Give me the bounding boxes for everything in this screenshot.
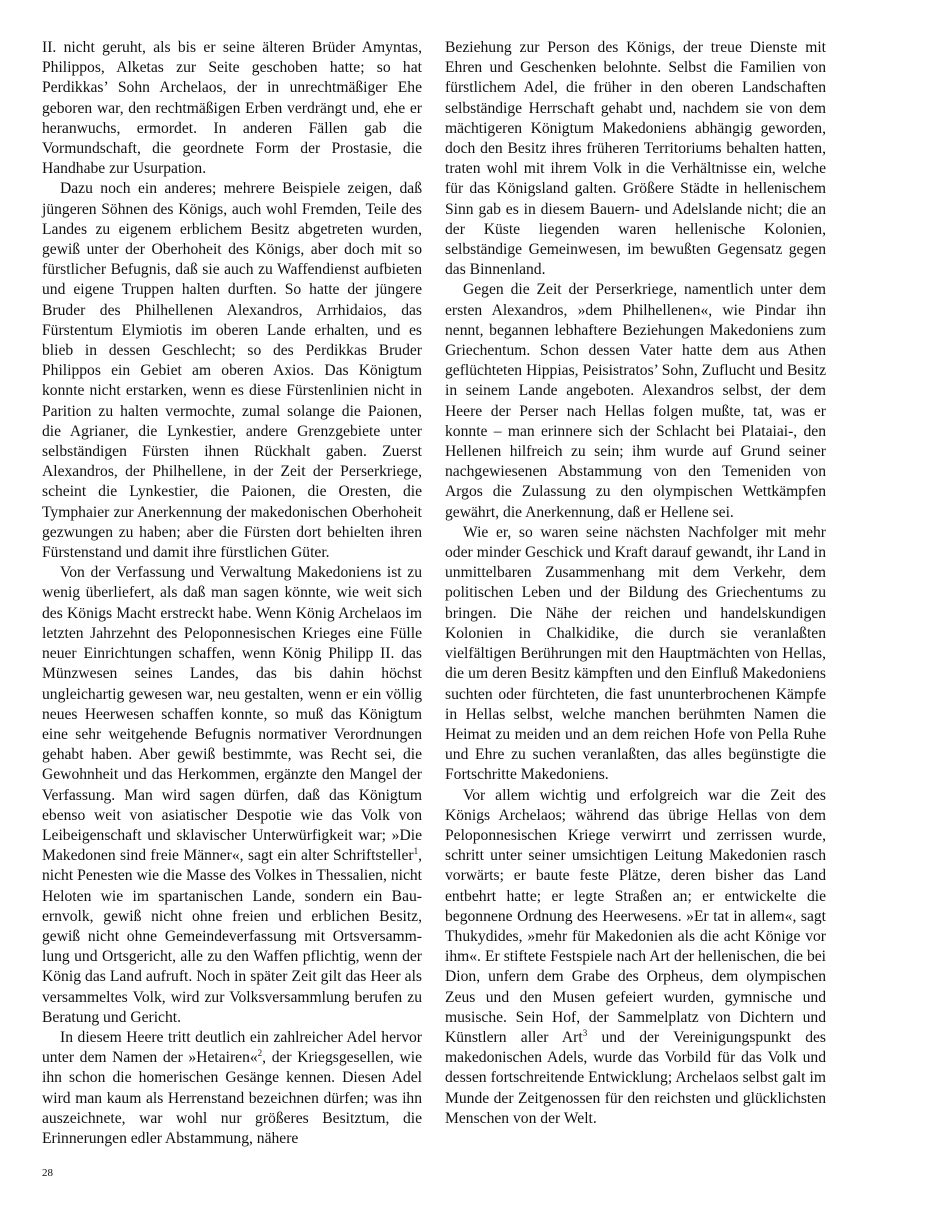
paragraph: Dazu noch ein anderes; mehrere Beispiele zeigen, daß jüngeren Söhnen des Königs, auch wohl Fremden, Teile des Landes zu eigenem erblichem Besitz abgetreten wurden, gewiß unter der Oberhoheit des Königs, aber doch mit so fürstlicher Befugnis, daß sie auch zu Waffendienst aufbieten und eigene Truppen halten durften. So hatte der jüngere Bruder des Philhellenen Alexandros, Arrhidaios, das Fürstentum Elymiotis im oberen Lande erhalten, und es blieb in dessen Geschlecht; so des Perdikkas Bruder Philippos ein Gebiet am oberen Axios. Das Königtum konnte nicht erstarken, wenn es diese Fürstenlinien nicht in Parition zu halten vermochte, zumal solange die Paionen, die Agrianer, die Lynkestier, andere Grenzgebiete unter selbständigen Fürsten ihnen Rückhalt gaben. Zuerst Alexandros, der Philhellene, in der Zeit der Perserkriege, scheint die Lynkestier, die Paionen, die Oresten, die Tymphaier zur Anerkennung der makedonischen Oberhoheit gezwungen zu haben; aber die Fürsten dort behielten ihren Fürstenstand und damit ihre fürstlichen Güter. bbox=[42, 180, 422, 562]
paragraph bbox=[42, 563, 422, 1028]
footnote-marker: 2 bbox=[257, 1048, 263, 1059]
footnote-marker: 1 bbox=[413, 846, 419, 857]
page-number: 28 bbox=[42, 1167, 53, 1179]
paragraph-text: , der Kriegsgesellen, wie ihn schon die homerischen Gesänge kennen. Diesen Adel wird man kaum als Herrenstand bezeichnen dürfen; was ihn auszeichnete, war wohl nur größeres Besitztum, die Erinnerungen edler Abstammung, nähere bbox=[42, 1049, 422, 1147]
text-column-left bbox=[42, 38, 422, 1149]
paragraph: Wie er, so waren seine nächsten Nachfolger mit mehr oder minder Geschick und Kraft darauf gewandt, ihr Land in unmittelbaren Zusammenhang mit dem Verkehr, dem politischen Leben und der Bildung des Griechentums zu bringen. Die Nähe der reichen und handelskundigen Kolonien in Chalkidike, die durch sie veranlaßten vielfältigen Berührungen mit den Hauptmächten von Hellas, die um deren Besitz kämpften und den Einfluß Makedoniens suchten oder fürchteten, die fast ununterbrochenen Kämpfe in Hellas selbst, welche manchen berühmten Namen die Heimat zu meiden und an dem reichen Hofe von Pella Ruhe und Ehre zu suchen veranlaßten, das alles begünstigte die Fortschritte Makedoniens. bbox=[445, 523, 826, 784]
paragraph-text: und der Vereinigungspunkt des makedonischen Adels, wurde das Vorbild für das Volk und dessen fortschreitende Entwicklung; Archelaos selbst galt im Munde der Zeitgenossen für den reichsten und glücklichsten Menschen von der Welt. bbox=[445, 1028, 826, 1127]
paragraph-text: Von der Verfassung und Verwaltung Makedoniens ist zu wenig überliefert, als daß man sagen könnte, wie weit sich des Königs Macht erstreckt habe. Wenn König Archelaos im letzten Jahrzehnt des Peloponnesischen Krieges eine Fülle neuer Einrichtungen schaffen, wenn König Philipp II. das Münzwesen seines Landes, das bis dahin höchst ungleichartig gewesen war, neu gestalten, wenn er ein völlig neues Heerwesen schaffen konnte, so muß das Königtum eine sehr weitgehende Befugnis normativer Verordnungen gehabt haben. Aber gewiß bestimmte, was Recht sei, die Gewohnheit und das Herkommen, ergänzte den Mangel der Verfassung. Man wird sagen dürfen, daß das Königtum ebenso weit von asiatischer Despotie wie das Volk von Leibeigenschaft und sklavischer Unterwürfigkeit war; »Die Makedonen sind freie Männer«, sagt ein alter Schriftsteller bbox=[42, 564, 422, 865]
footnote-marker: 3 bbox=[582, 1027, 588, 1038]
paragraph-text: In diesem Heere tritt deutlich ein zahlreicher Adel hervor unter dem Namen der »Hetairen« bbox=[42, 1028, 422, 1067]
paragraph: II. nicht geruht, als bis er seine älteren Brüder Amyntas, Philippos, Alketas zur Seite geschoben hatte; so hat Perdikkas’ Sohn Archelaos, der in unrechtmäßiger Ehe geboren war, den rechtmäßigen Erben verdrängt und, ehe er heranwuchs, ermordet. In anderen Fällen gab die Vormundschaft, die geordnete Form der Prostasie, die Handhabe zur Usurpation. bbox=[42, 39, 422, 178]
paragraph bbox=[445, 786, 826, 1129]
paragraph-text: Vor allem wichtig und erfolgreich war die Zeit des Königs Archelaos; während das übrige Hellas von dem Peloponnesischen Kriege verwirrt und zerrissen wurde, schritt unter seiner umsichtigen Leitung Makedonien rasch vorwärts; er baute feste Plätze, deren bisher das Land entbehrt hatte; er legte Straßen an; er entwickelte die begonnene Ordnung des Heerwesens. »Er tat in allem«, sagt Thukydides, »mehr für Makedonien als die acht Könige vor ihm«. Er stiftete Festspiele nach Art der hellenischen, die bei Dion, unfern dem Grabe des Orpheus, dem olympischen Zeus und den Musen gefeiert wurden, gymnische und musische. Sein Hof, der Sammelplatz von Dichtern und Künstlern aller Art bbox=[445, 786, 826, 1046]
paragraph bbox=[42, 1028, 422, 1149]
paragraph: Gegen die Zeit der Perserkriege, namentlich unter dem ersten Alexandros, »dem Philhellenen«, wie Pindar ihn nennt, begannen lebhaftere Beziehungen Makedoniens zum Griechentum. Schon dessen Vater hatte dem aus Athen geflüchteten Hippias, Peisistratos’ Sohn, Zuflucht und Besitz in seinem Lande angeboten. Alexandros selbst, der dem Heere der Perser nach Hellas folgen mußte, tat, was er konnte – man erinnere sich der Schlacht bei Plataiai-, den Hellenen hilfreich zu sein; ihm wurde auf Grund seiner nachgewiesenen Abstammung von den Temeniden von Argos die Zulassung zu den olympischen Wettkämpfen gewährt, die Anerkennung, daß er Hellene sei. bbox=[445, 281, 826, 521]
paragraph-text: , nicht Penesten wie die Masse des Volkes in Thessalien, nicht Heloten wie im spartanischen Lande, sondern ein Bauernvolk, gewiß nicht ohne freien und erblichen Besitz, gewiß nicht ohne Gemeindeverfassung mit Ortsversammlung und Ortsgericht, alle zu den Waffen pflichtig, wenn der König das Land aufruft. Noch in später Zeit gilt das Heer als versammeltes Volk, wird zur Volksversammlung berufen zu Beratung und Gericht. bbox=[42, 847, 422, 1026]
text-column-right bbox=[445, 38, 826, 1129]
paragraph: Beziehung zur Person des Königs, der treue Dienste mit Ehren und Geschenken belohnte. Selbst die Familien von fürstlichem Adel, die früher in den oberen Landschaften selbständige Herrschaft gehabt und, nachdem sie von dem mächtigeren Königtum Makedoniens abhängig geworden, doch den Besitz ihres früheren Territoriums behalten hatten, traten wohl mit ihrem Volk in die Verhältnisse ein, welche für das Königsland galten. Größere Städte in hellenischem Sinn gab es in diesem Bauern- und Adelslande nicht; die an der Küste liegenden waren hellenische Kolonien, selbständige Gemeinwesen, im bewußten Gegensatz gegen das Binnenland. bbox=[445, 39, 826, 279]
